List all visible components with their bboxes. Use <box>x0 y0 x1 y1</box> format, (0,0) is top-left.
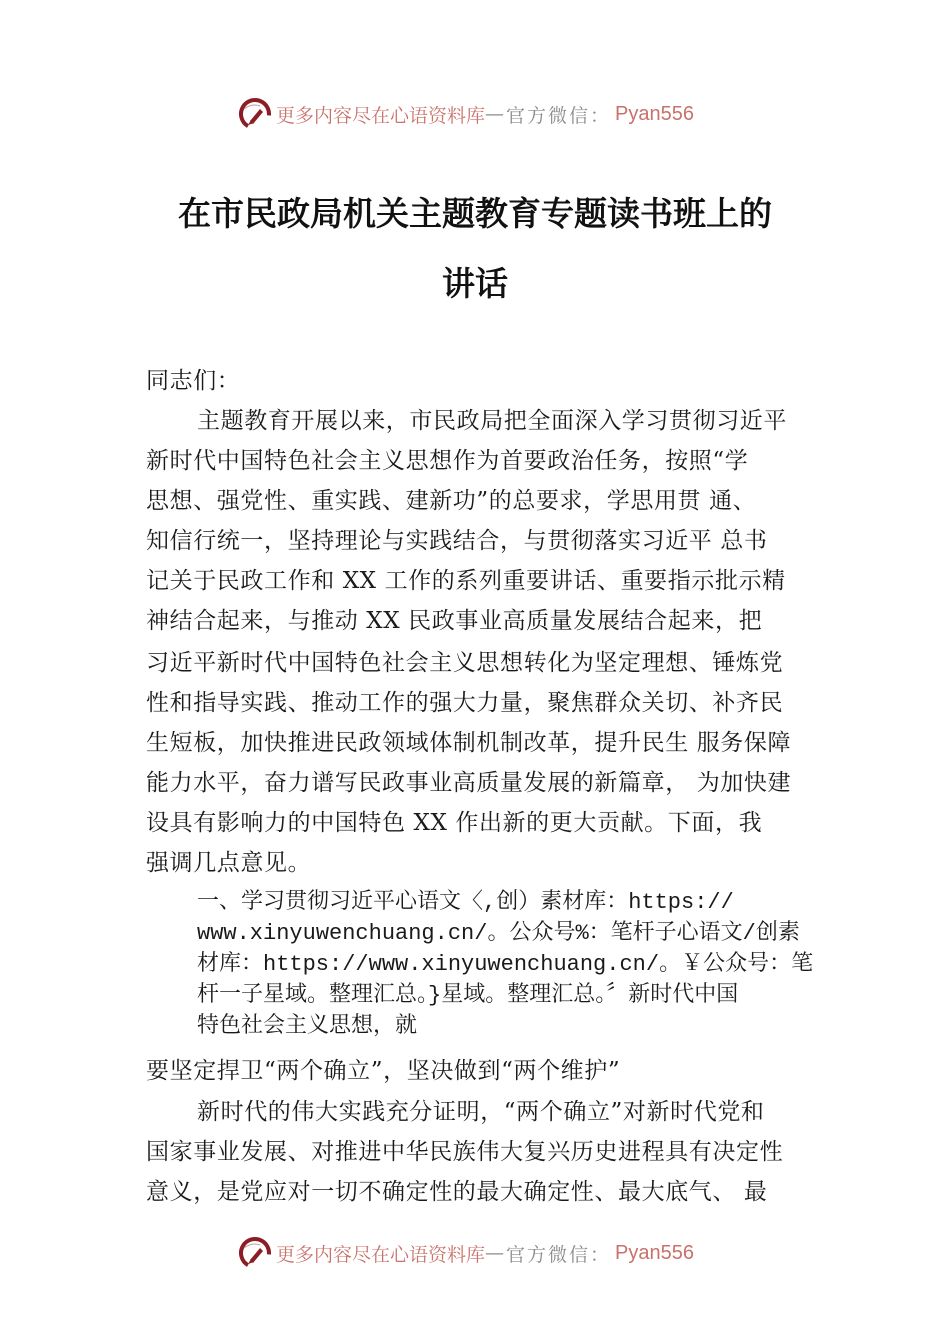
watermark-wechat-id: Pyan556 <box>615 1241 694 1264</box>
paragraph-line: 意义，是党应对一切不确定性的最大确定性、最大底气、 最 <box>146 1179 768 1205</box>
document-title-line-1: 在市民政局机关主题教育专题读书班上的 <box>178 194 772 233</box>
paragraph-line: 性和指导实践、推动工作的强大力量，聚焦群众关切、补齐民 <box>146 690 784 716</box>
section-heading-line: 一、学习贯彻习近平心语文〈,创）素材库：https:// <box>197 890 734 915</box>
paragraph-line: 记关于民政工作和 XX 工作的系列重要讲话、重要指示批示精 <box>146 568 786 594</box>
pen-nib-logo-icon <box>238 1236 272 1270</box>
section-heading-line: 特色社会主义思想，就 <box>197 1014 418 1039</box>
paragraph-line: 神结合起来，与推动 XX 民政事业高质量发展结合起来，把 <box>146 608 763 634</box>
paragraph-line: 思想、强党性、重实践、建新功”的总要求，学思用贯 通、 <box>146 488 757 514</box>
paragraph-line: 习近平新时代中国特色社会主义思想转化为坚定理想、锤炼党 <box>146 650 784 676</box>
watermark-library-text: 更多内容尽在心语资料库 <box>276 104 486 127</box>
watermark-wechat-label: 官方微信： <box>506 104 612 127</box>
pen-nib-logo-icon <box>238 97 272 131</box>
watermark-dash: — <box>485 103 507 125</box>
watermark-wechat-label: 官方微信： <box>506 1243 612 1266</box>
section-heading-continuation: 要坚定捍卫“两个确立”，坚决做到“两个维护” <box>146 1058 621 1084</box>
section-heading-line: www.xinyuwenchuang.cn/。公众号%：笔杆子心语文/创素 <box>197 921 800 946</box>
watermark-header <box>238 94 694 134</box>
paragraph-line: 主题教育开展以来，市民政局把全面深入学习贯彻习近平 <box>197 408 787 434</box>
paragraph-line: 生短板，加快推进民政领域体制机制改革，提升民生 服务保障 <box>146 730 792 756</box>
paragraph-line: 强调几点意见。 <box>146 850 312 876</box>
paragraph-line: 设具有影响力的中国特色 XX 作出新的更大贡献。下面，我 <box>146 810 763 836</box>
watermark-footer <box>238 1233 694 1273</box>
watermark-dash: — <box>485 1242 507 1264</box>
paragraph-line: 国家事业发展、对推进中华民族伟大复兴历史进程具有决定性 <box>146 1139 784 1165</box>
watermark-library-text: 更多内容尽在心语资料库 <box>276 1243 486 1266</box>
watermark-wechat-id: Pyan556 <box>615 102 694 125</box>
document-title-line-2: 讲话 <box>442 264 508 303</box>
paragraph-line: 新时代中国特色社会主义思想作为首要政治任务，按照“学 <box>146 448 749 474</box>
section-heading-line: 材库：https://www.xinyuwenchuang.cn/。￥公众号：笔 <box>197 952 814 977</box>
section-heading-line: 杆一子星域。整理汇总。}星域。整理汇总。〞新时代中国 <box>197 983 739 1008</box>
paragraph-line: 能力水平，奋力谱写民政事业高质量发展的新篇章， 为加快建 <box>146 770 792 796</box>
paragraph-line: 知信行统一，坚持理论与实践结合，与贯彻落实习近平 总书 <box>146 528 768 554</box>
paragraph-line: 新时代的伟大实践充分证明，“两个确立”对新时代党和 <box>197 1099 765 1125</box>
salutation: 同志们： <box>146 368 241 394</box>
